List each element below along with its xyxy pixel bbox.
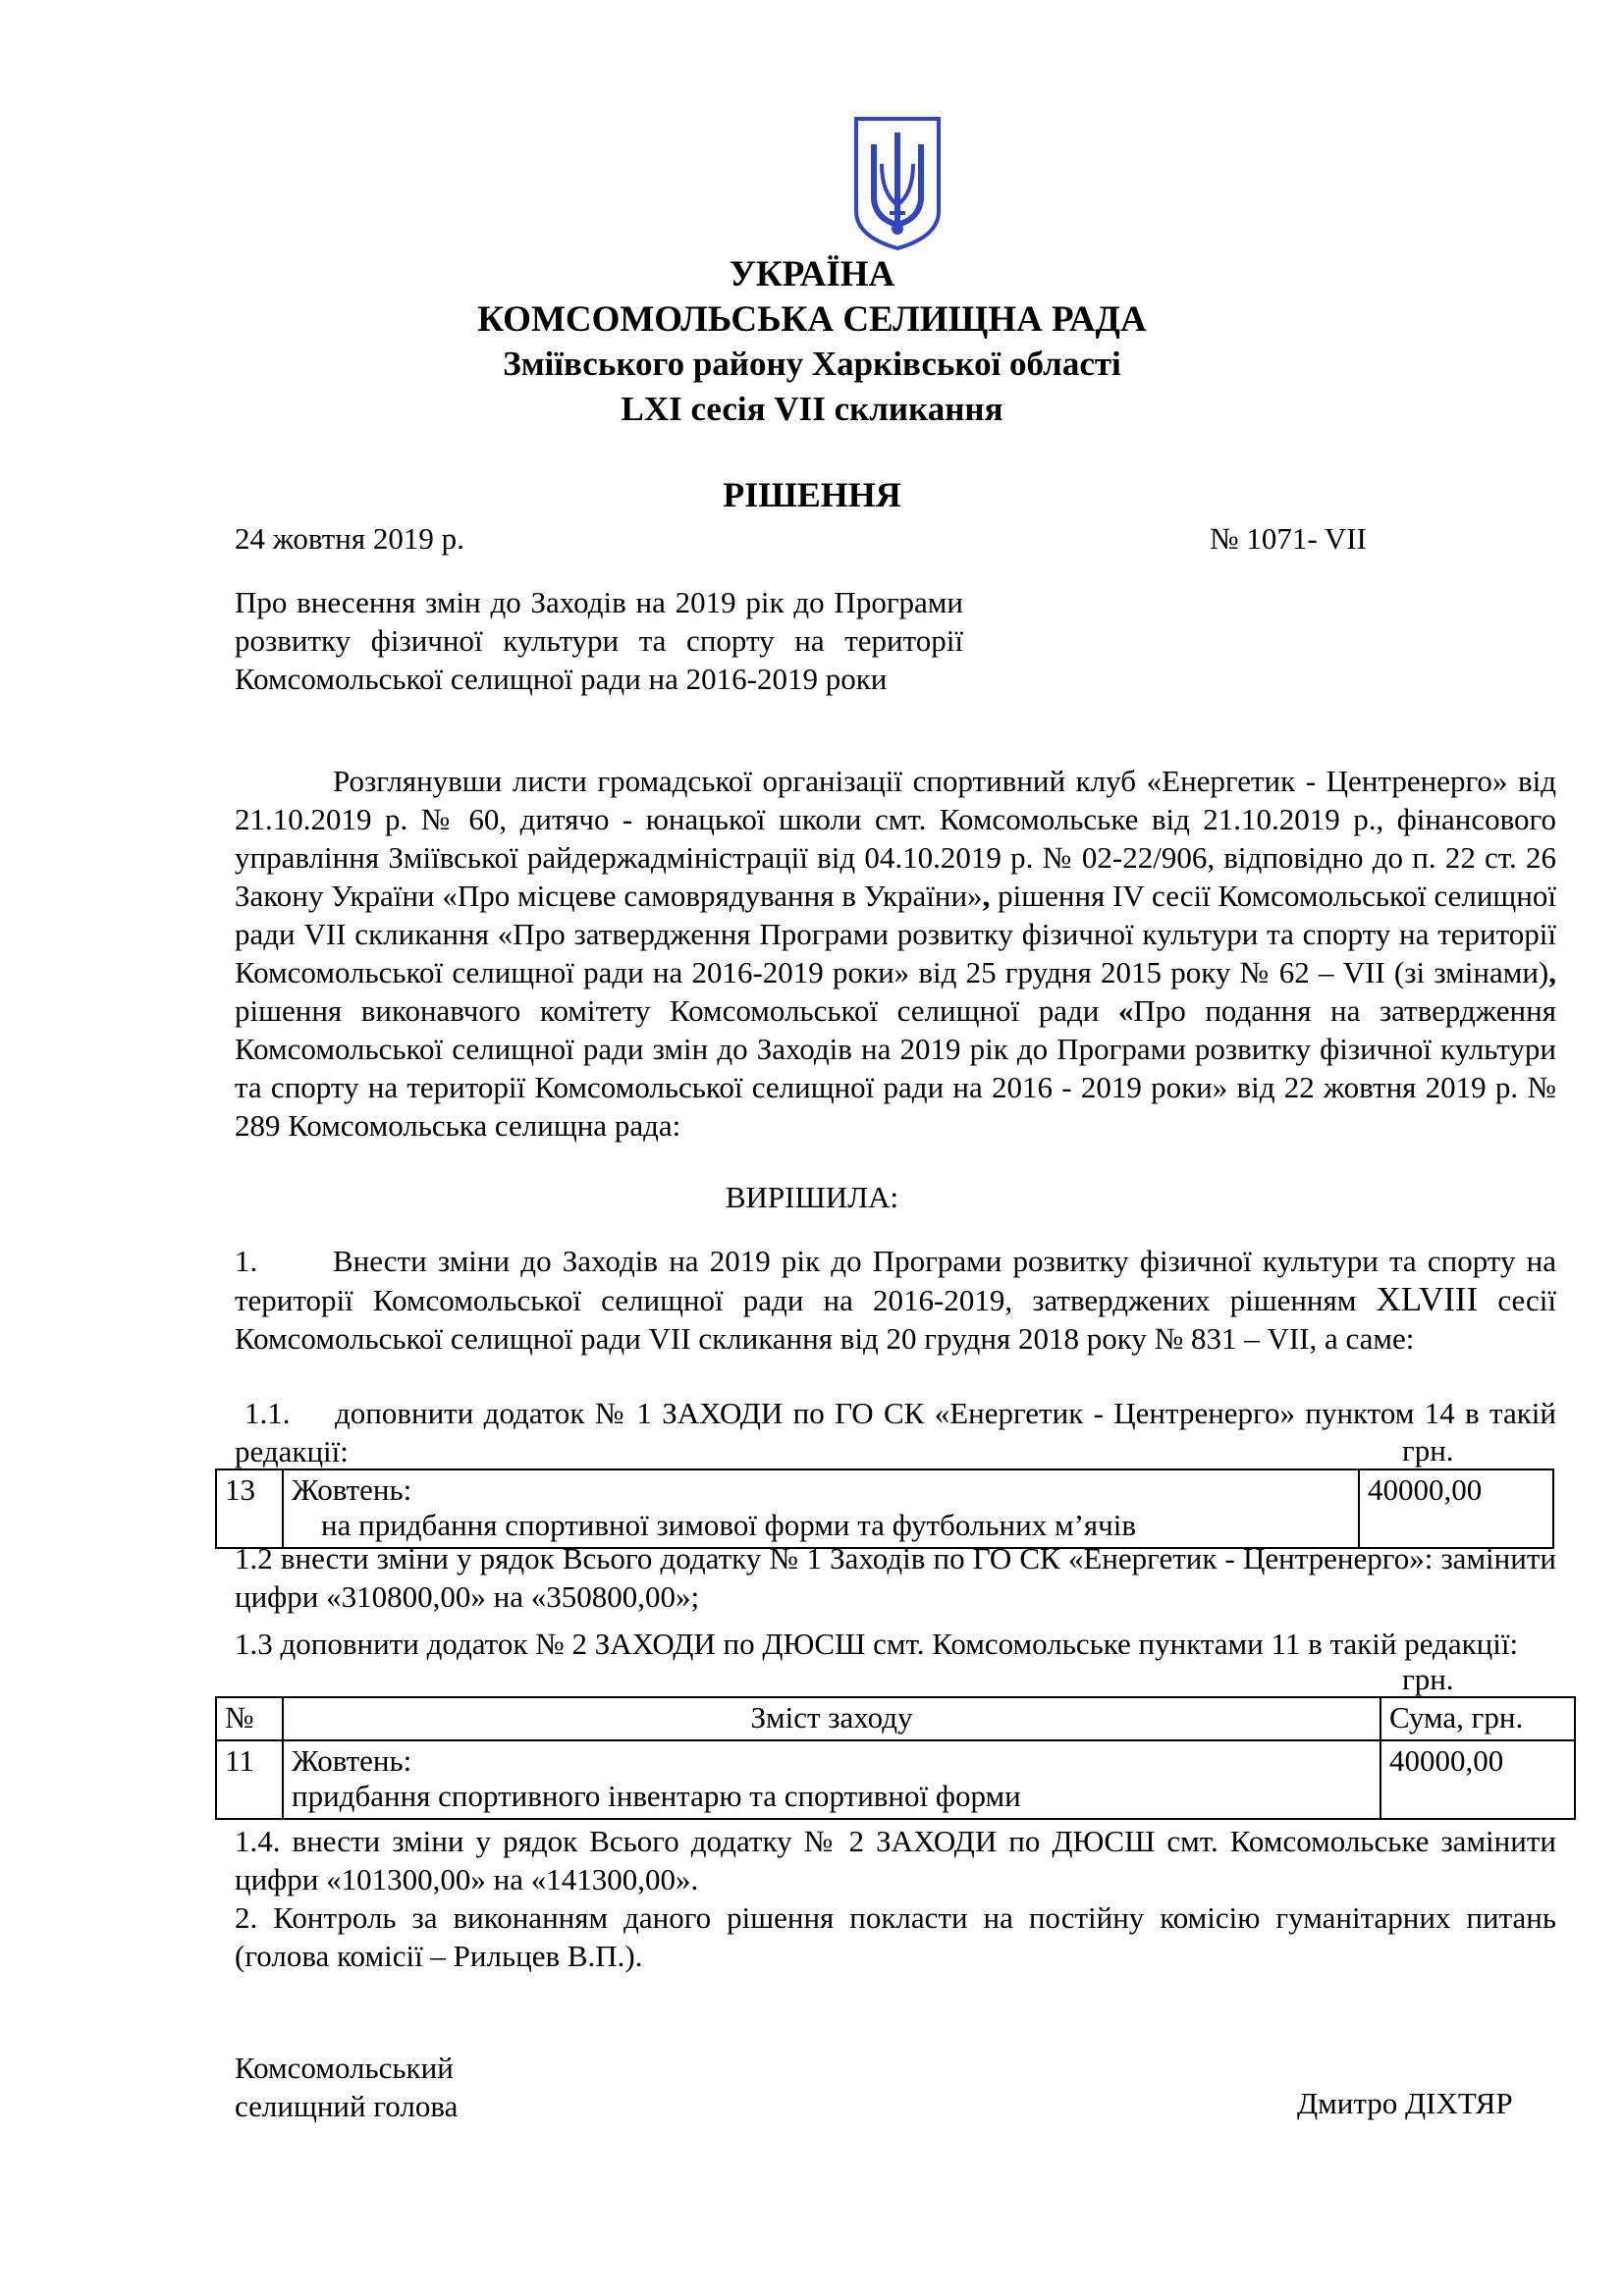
- item-1: [235, 1242, 1556, 1358]
- intro-paragraph: [235, 762, 1556, 1145]
- intro-sep1: ,: [982, 879, 991, 913]
- intro-sep2: ,: [1548, 955, 1556, 989]
- item-1-text-b: сесії Комсомольської селищної ради VII скликання від 20 грудня 2018 року № 831 – VII, а саме:: [235, 1283, 1556, 1356]
- intro-part2: рішення IV сесії Комсомольської селищної ради VII скликання «Про затвердження Програми розвитку фізичної культури та спорту на території Комсомольської селищної ради на 2016-2019 роки» від 25 грудня 2015 року № 62 – VII (зі змінами): [235, 879, 1556, 989]
- item-1-text-a: Внести зміни до Заходів на 2019 рік до Програми розвитку фізичної культури та спорту на території Комсомольської селищної ради на 2016-2019, затверджених рішенням: [235, 1244, 1556, 1317]
- row-content: [283, 1469, 1359, 1548]
- header-content: Зміст заходу: [283, 1697, 1380, 1740]
- row-amount: 40000,00: [1359, 1469, 1553, 1548]
- signature-position: [235, 2049, 458, 2125]
- table-row: [216, 1740, 1575, 1819]
- item-1-1: [235, 1394, 1556, 1470]
- row-number: 13: [216, 1469, 283, 1548]
- resolved-heading: ВИРІШИЛА:: [725, 1180, 899, 1214]
- row-month: Жовтень:: [292, 1472, 412, 1507]
- measures-table-2: [215, 1696, 1576, 1820]
- document-title: РІШЕННЯ: [723, 475, 901, 514]
- header-district: Зміївського району Харківської області: [503, 345, 1121, 383]
- row-description: придбання спортивного інвентарю та спортивної форми: [292, 1779, 1021, 1813]
- row-amount: 40000,00: [1380, 1740, 1575, 1819]
- item-2: 2. Контроль за виконанням даного рішення покласти на постійну комісію гуманітарних питань (голова комісії – Рильцев В.П.).: [235, 1900, 1556, 1973]
- measures-table-1: [215, 1468, 1554, 1549]
- item-1-1-number: 1.1.: [244, 1396, 291, 1430]
- item-1-3: 1.3 доповнити додаток № 2 ЗАХОДИ по ДЮСШ смт. Комсомольське пунктами 11 в такій редакції:: [235, 1627, 1519, 1661]
- decision-number: № 1071- VII: [1210, 521, 1367, 556]
- position-line-1: Комсомольський: [235, 2051, 454, 2085]
- header-number: №: [216, 1697, 283, 1740]
- table-row: [216, 1469, 1553, 1548]
- currency-label-2: грн.: [1402, 1662, 1454, 1696]
- header-country: УКРАЇНА: [729, 254, 895, 294]
- currency-label-1: грн.: [1402, 1433, 1454, 1468]
- ukraine-trident-emblem-icon: [852, 115, 943, 252]
- item-1-1-text: доповнити додаток № 1 ЗАХОДИ по ГО СК «Енергетик - Центренерго» пунктом 14 в такій редакції:: [235, 1396, 1556, 1468]
- header-session: LXI сесія VII скликання: [621, 390, 1003, 428]
- intro-quote: «: [1117, 993, 1134, 1028]
- item-1-4: 1.4. внести зміни у рядок Всього додатку № 2 ЗАХОДИ по ДЮСШ смт. Комсомольське замінити цифри «101300,00» на «141300,00».: [235, 1824, 1556, 1896]
- signature-name: Дмитро ДІХТЯР: [1297, 2086, 1513, 2120]
- row-description: на придбання спортивної зимової форми та футбольних м’ячів: [321, 1508, 1136, 1542]
- decision-subject: Про внесення змін до Заходів на 2019 рік до Програми розвитку фізичної культури та спорту на території Комсомольської селищної ради на 2016-2019 роки: [235, 585, 963, 696]
- item-1-roman: XLVIII: [1376, 1280, 1479, 1318]
- header-council: КОМСОМОЛЬСЬКА СЕЛИЩНА РАДА: [477, 299, 1147, 340]
- position-line-2: селищний голова: [235, 2089, 459, 2123]
- intro-part4: Про подання на затвердження Комсомольської селищної ради змін до Заходів на 2019 рік до Програми розвитку фізичної культури та спорту на території Комсомольської селищної ради на 2016 - 2019 роки» від 22 жовтня 2019 р. № 289 Комсомольська селищна рада:: [235, 993, 1556, 1143]
- header-amount: Сума, грн.: [1380, 1697, 1575, 1740]
- row-number: 11: [216, 1740, 283, 1819]
- row-month: Жовтень:: [292, 1743, 412, 1778]
- intro-part3: рішення виконавчого комітету Комсомольської селищної ради: [235, 993, 1118, 1028]
- row-content: [283, 1740, 1380, 1819]
- decision-date: 24 жовтня 2019 р.: [235, 521, 464, 556]
- item-1-number: 1.: [235, 1244, 258, 1278]
- intro-part1: Розглянувши листи громадської організації спортивний клуб «Енергетик - Центренерго» від 21.10.2019 р. № 60, дитячо - юнацької школи смт. Комсомольське від 21.10.2019 р., фінансового управління Зміївської райдержадміністрації від 04.10.2019 р. № 02-22/906, відповідно до п. 22 ст. 26 Закону України «Про місцеве самоврядування в України»: [235, 764, 1556, 913]
- item-1-2: 1.2 внести зміни у рядок Всього додатку № 1 Заходів по ГО СК «Енергетик - Центренерго»: замінити цифри «310800,00» на «350800,00»;: [235, 1541, 1556, 1614]
- table-header-row: [216, 1697, 1575, 1740]
